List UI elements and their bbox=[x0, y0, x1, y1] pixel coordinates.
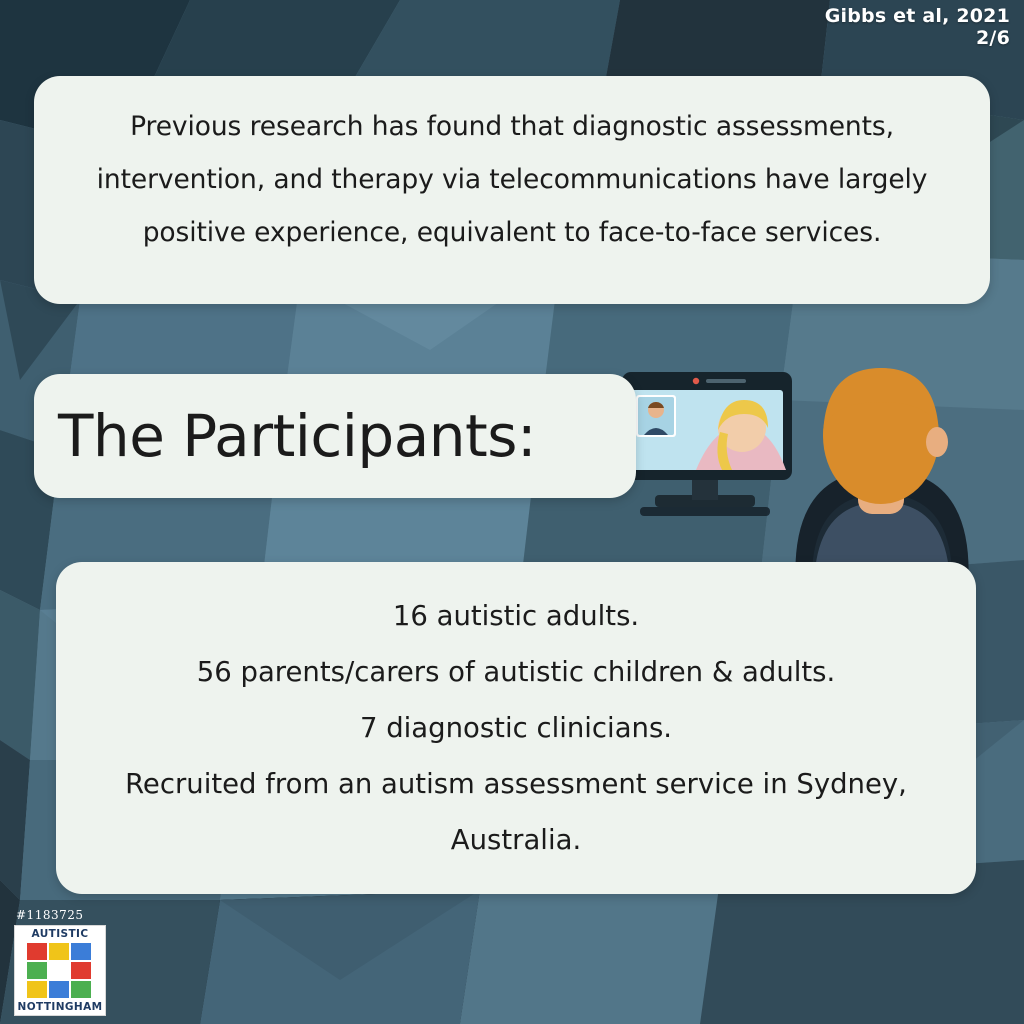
logo-tile-2 bbox=[49, 943, 69, 960]
logo-tile-6 bbox=[71, 962, 91, 979]
participants-line-4: Recruited from an autism assessment service in Sydney, Australia. bbox=[125, 768, 907, 856]
credit-page: 2/6 bbox=[976, 26, 1010, 49]
person-at-video-call-illustration bbox=[600, 290, 980, 590]
page-title: The Participants: bbox=[58, 402, 537, 470]
logo-block bbox=[14, 908, 110, 1016]
logo-tile-1 bbox=[27, 943, 47, 960]
logo-tile-7 bbox=[27, 981, 47, 998]
participants-line-2: 56 parents/carers of autistic children & adults. bbox=[196, 656, 836, 688]
logo-tile-8 bbox=[49, 981, 69, 998]
credit-source: Gibbs et al, 2021 bbox=[824, 5, 1010, 27]
participants-line-1: 16 autistic adults. bbox=[392, 600, 640, 632]
autistic-nottingham-logo bbox=[14, 925, 106, 1016]
credit-block bbox=[825, 6, 1010, 50]
participants-card bbox=[56, 562, 976, 894]
logo-tile-4 bbox=[27, 962, 47, 979]
intro-text: Previous research has found that diagnostic assessments, intervention, and therapy via telecommunications have largely positive experience, equivalent to face-to-face services. bbox=[96, 111, 928, 248]
logo-tile-9 bbox=[71, 981, 91, 998]
logo-tile-5 bbox=[49, 962, 69, 979]
logo-line-top: AUTISTIC bbox=[31, 928, 89, 940]
logo-color-grid bbox=[27, 943, 93, 998]
logo-tile-3 bbox=[71, 943, 91, 960]
intro-text-card bbox=[34, 76, 990, 304]
participants-line-3: 7 diagnostic clinicians. bbox=[359, 712, 673, 744]
logo-id-number: #1183725 bbox=[16, 908, 84, 922]
logo-line-bottom: NOTTINGHAM bbox=[17, 1001, 103, 1013]
section-title-card bbox=[34, 374, 636, 498]
